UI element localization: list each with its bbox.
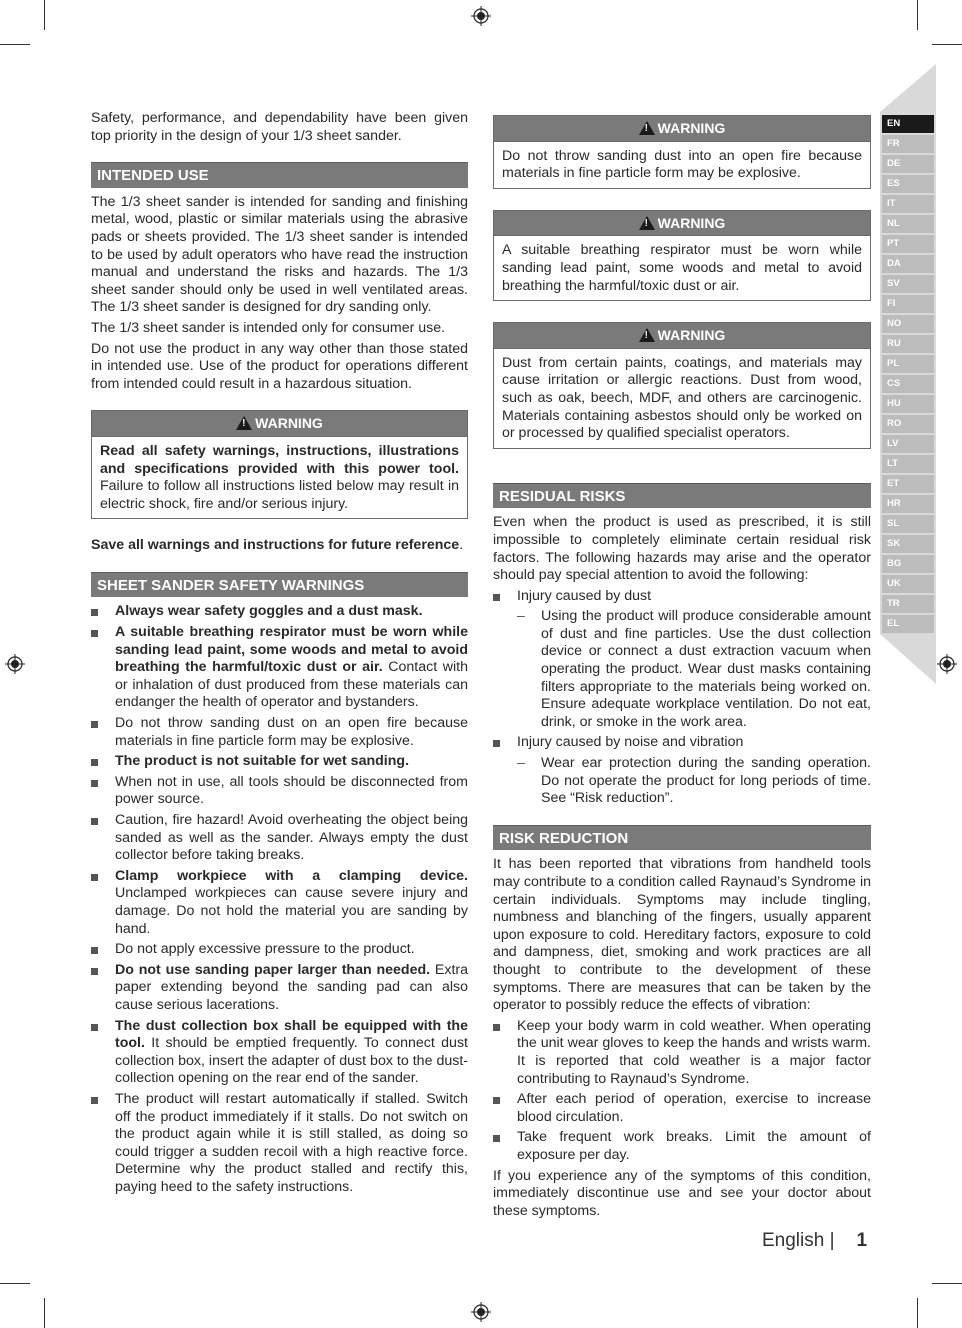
lang-tab[interactable]: UK [882,575,934,593]
lang-tab[interactable]: IT [882,195,934,213]
item-text: It should be emptied frequently. To connect dust collection box, insert the adapter of dust box to the dust-collection opening on the rear end of the sander. [115,1035,468,1087]
warning-title: WARNING [255,415,323,432]
lang-tab[interactable]: CS [882,375,934,393]
registration-mark-icon [471,6,491,26]
item-bold: Do not use sanding paper larger than needed. [115,961,431,978]
lang-tab[interactable]: ET [882,475,934,493]
risk-reduction-outro: If you experience any of the symptoms of this condition, immediately discontinue use and see your doctor about these symptoms. [493,1167,871,1219]
save-note-end: . [459,537,464,554]
sander-warnings-heading: SHEET SANDER SAFETY WARNINGS [91,572,468,598]
risk-reduction-list [493,1018,871,1165]
warning-box [493,322,871,449]
warning-title: WARNING [657,120,726,136]
crop-mark [44,0,45,30]
lang-tab[interactable]: SV [882,275,934,293]
residual-risks-intro: Even when the product is used as prescribed, it is still impossible to completely eliminate certain residual risk factors. The following hazards may arise and the operator should pay special attention to avoid the following: [493,514,871,584]
residual-risks-list [493,588,871,808]
lang-tab[interactable]: LT [882,455,934,473]
crop-mark [44,1298,45,1328]
lang-tab[interactable]: FR [882,135,934,153]
registration-mark-icon [5,654,25,674]
list-item: Take frequent work breaks. Limit the amount of exposure per day. [493,1129,871,1164]
list-item [493,588,871,732]
item-bold: The product is not suitable for wet sanding. [115,753,410,770]
lang-tab[interactable]: TR [882,595,934,613]
list-item [493,734,871,807]
footer-language: English | [762,1230,835,1251]
sub-list [517,755,871,808]
crop-mark [917,0,918,30]
lang-tab[interactable]: LV [882,435,934,453]
item-text: When not in use, all tools should be disconnected from power source. [115,773,468,808]
list-item [91,962,468,1015]
item-text: Extra paper extending beyond the sanding pad can also cause serious lacerations. [115,961,468,1013]
warning-header [494,211,870,237]
lang-tab[interactable]: BG [882,555,934,573]
list-item [91,624,468,712]
list-item [91,774,468,809]
lang-tab[interactable]: NL [882,215,934,233]
warning-header [494,116,870,142]
item-label: Injury caused by noise and vibration [517,734,744,751]
warning-text: Failure to follow all instructions listed below may result in electric shock, fire and/or serious injury. [100,478,459,512]
language-tabs [882,115,934,635]
item-text: Do not apply excessive pressure to the product. [115,941,415,958]
lang-tab[interactable]: ES [882,175,934,193]
lang-tab[interactable]: FI [882,295,934,313]
warning-bold-text: Read all safety warnings, instructions, illustrations and specifications provided with this power tool. [100,442,459,477]
warning-triangle-icon [639,216,655,230]
page-footer [762,1230,867,1252]
registration-mark-icon [471,1302,491,1322]
list-item [91,753,468,771]
lang-tab[interactable]: EL [882,615,934,633]
sub-item: – Wear ear protection during the sanding operation. Do not operate the product for long periods of time. See “Risk reduction”. [517,755,871,808]
intro-text: Safety, performance, and dependability have been given top priority in the design of your 1/3 sheet sander. [91,110,468,144]
intended-use-heading: INTENDED USE [91,162,468,188]
list-item [91,1091,468,1197]
list-item [91,941,468,959]
registration-mark-icon [937,654,957,674]
warning-body [92,437,467,518]
crop-mark [0,1283,30,1284]
list-item [91,868,468,938]
intended-use-paragraph: The 1/3 sheet sander is intended only for consumer use. [91,319,446,336]
warning-box [493,115,871,189]
sub-item: – Using the product will produce considerable amount of dust and fine particles. Use the dust collection device or connect a dust extraction vacuum when operating the product. Wear dust masks containing filters appropriate to the materials being worked on. Ensure adequate workplace ventilation. Do not eat, drink, or smoke in the work area. [517,608,871,731]
warning-triangle-icon [639,121,655,135]
lang-tab[interactable]: RO [882,415,934,433]
intended-use-paragraph: Do not use the product in any way other than those stated in intended use. Use of the product for operations different from intended could result in a hazardous situation. [91,340,468,392]
warning-title: WARNING [657,327,726,344]
warning-title: WARNING [657,214,726,231]
left-column [91,110,468,1199]
lang-tab[interactable]: RU [882,335,934,353]
crop-mark [917,1298,918,1328]
list-item [91,603,468,621]
sander-warnings-list [91,603,468,1196]
item-text: The product will restart automatically if stalled. Switch off the product immediately if it stalls. Do not switch on the product again while it is still stalled, as doing so could trigger a sudden recoil with a high reactive force. Determine why the product stalled and rectify this, paying heed to the safety instructions. [115,1090,468,1195]
item-bold: Clamp workpiece with a clamping device. [115,867,468,884]
save-note [91,537,468,555]
warning-box [493,210,871,301]
lang-tab[interactable]: NO [882,315,934,333]
lang-tab[interactable]: PT [882,235,934,253]
list-item [91,715,468,750]
lang-tab[interactable]: SL [882,515,934,533]
warning-body: Do not throw sanding dust into an open fire because materials in fine particle form may be explosive. [502,147,862,182]
intended-use-paragraph: The 1/3 sheet sander is intended for sanding and finishing metal, wood, plastic or similar materials using the abrasive pads or sheets provided. The 1/3 sheet sander is intended to be used by adult operators who have read the instruction manual and understand the risks and hazards. The 1/3 sheet sander should only be used in well ventilated areas. The 1/3 sheet sander is designed for dry sanding only. [91,193,468,316]
list-item: After each period of operation, exercise to increase blood circulation. [493,1091,871,1126]
item-label: Injury caused by dust [517,587,652,604]
list-item: Keep your body warm in cold weather. When operating the unit wear gloves to keep the hands and wrists warm. It is reported that cold weather is a major factor contributing to Raynaud’s Syndrome. [493,1018,871,1088]
lang-tab[interactable]: EN [882,115,934,133]
general-warning-box [91,410,468,519]
warning-triangle-icon [236,416,252,430]
crop-mark [0,44,30,45]
item-text: Unclamped workpieces can cause severe injury and damage. Do not hold the material you are sanding by hand. [115,885,468,937]
risk-reduction-heading: RISK REDUCTION [493,825,871,851]
page-number: 1 [856,1230,868,1251]
item-text: Contact with or inhalation of dust produced from these materials can endanger the health of operator and bystanders. [115,659,468,711]
item-bold: A suitable breathing respirator must be worn while sanding lead paint, some woods and metal to avoid breathing the harmful/toxic dust or air. [115,624,468,676]
risk-reduction-intro: It has been reported that vibrations from handheld tools may contribute to a condition called Raynaud’s Syndrome in certain individuals. Symptoms may include tingling, numbness and blanching of the fingers, usually apparent upon exposure to cold. Hereditary factors, exposure to cold and dampness, diet, smoking and work practices are all thought to contribute to the development of these symptoms. There are measures that can be taken by the operator to possibly reduce the effects of vibration: [493,856,871,1014]
item-bold: Always wear safety goggles and a dust mask. [115,603,423,620]
warning-triangle-icon [639,328,655,342]
warning-body: A suitable breathing respirator must be worn while sanding lead paint, some woods and metal to avoid breathing the harmful/toxic dust or air. [502,242,862,294]
lang-tab[interactable]: HR [882,495,934,513]
item-text: Do not throw sanding dust on an open fire because materials in fine particle form may be explosive. [115,715,468,749]
warning-header [92,411,467,437]
warning-header [494,323,870,349]
item-text: Caution, fire hazard! Avoid overheating the object being sanded as well as the sander. Always empty the dust collector before taking breaks. [115,812,468,864]
crop-mark [932,44,962,45]
right-column [493,115,871,1223]
sub-list [517,608,871,731]
lang-tab[interactable]: HU [882,395,934,413]
crop-mark [932,1283,962,1284]
residual-risks-heading: RESIDUAL RISKS [493,483,871,509]
list-item [91,812,468,865]
lang-tab[interactable]: DE [882,155,934,173]
save-note-bold: Save all warnings and instructions for future reference [91,537,460,554]
lang-tab[interactable]: PL [882,355,934,373]
lang-tab[interactable]: SK [882,535,934,553]
warning-body: Dust from certain paints, coatings, and materials may cause irritation or allergic reactions. Dust from wood, such as oak, beech, MDF, and others are carcinogenic. Materials containing asbestos should only be worked on or processed by qualified specialist operators. [502,354,862,442]
item-bold: The dust collection box shall be equipped with the tool. [115,1017,468,1052]
list-item [91,1018,468,1088]
lang-tab[interactable]: DA [882,255,934,273]
